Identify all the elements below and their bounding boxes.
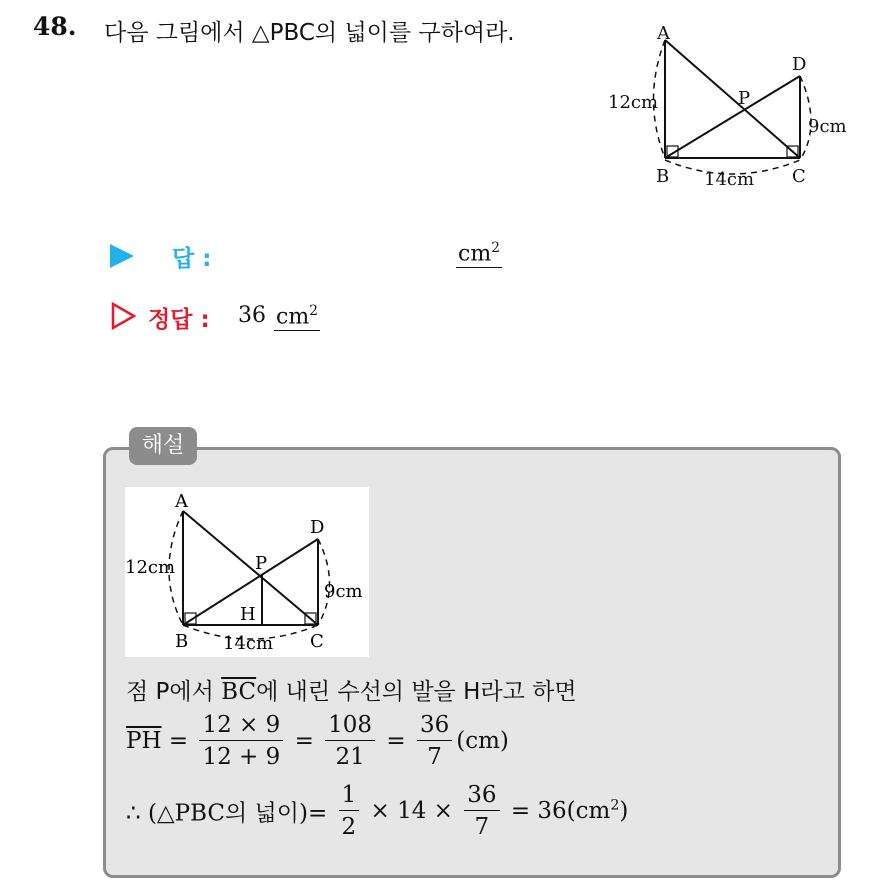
sol3-tail-text: = 36(cm [510,798,611,825]
sol3-frac1 [339,782,360,840]
correct-value: 36 [238,303,266,328]
answer-unit-exp: 2 [491,240,500,256]
sol3-tail-exp: 2 [610,797,620,814]
frac-denominator: 21 [335,744,365,770]
label-a: A [175,491,188,512]
len-cd: 9cm [324,581,363,602]
label-d: D [792,54,807,75]
len-bc: 14cm [223,633,274,654]
label-c: C [792,166,806,187]
question-text: 다음 그림에서 △PBC의 넓이를 구하여라. [104,20,515,46]
correct-arrow-icon [110,301,138,331]
sol2-eq2: = [294,728,314,754]
sol2-frac3 [417,712,452,770]
label-b: B [175,631,189,652]
sol1-segment: $\overline{BC}$ [221,679,257,705]
problem-figure [600,20,860,195]
label-p: P [255,553,268,574]
sol2-segment: $\overline{PH}$ [126,728,162,754]
len-cd: 9cm [808,116,847,137]
sol3-close: ) [619,798,629,825]
solution-line-3 [126,782,628,840]
solution-line-1 [126,673,577,706]
sol2-tail: (cm) [456,728,509,754]
sol1-part1: 점 P에서 [126,679,222,705]
correct-answer-row [110,299,610,335]
frac-denominator: 7 [474,814,490,840]
sol3-tail [511,798,629,824]
sol3-frac2 [464,782,499,840]
solution-tab: 해설 [129,427,197,465]
correct-unit-exp: 2 [309,303,318,319]
frac-numerator: 12 × 9 [199,712,283,741]
frac-denominator: 12 + 9 [202,744,281,770]
sol2-eq1: = [168,728,189,754]
frac-numerator: 36 [417,712,452,741]
label-b: B [656,166,670,187]
sol2-frac1 [199,712,283,770]
answer-row [108,238,608,274]
sol3-pre: ∴ (△PBC의 넓이)= [126,800,328,827]
question-number: 48. [33,12,77,41]
answer-unit-text: cm [458,241,492,267]
len-ab: 12cm [608,92,659,113]
sol2-frac2 [325,712,375,770]
sol3-mid: × 14 × [370,798,453,824]
frac-numerator: 108 [325,712,375,741]
sol1-part2: 에 내린 수선의 발을 H라고 하면 [256,679,577,705]
label-a: A [657,23,670,44]
sol2-eq3: = [386,728,406,754]
label-c: C [310,631,324,652]
solution-line-2 [126,712,509,770]
answer-unit [456,240,502,268]
correct-label: 정답 : [148,307,210,333]
answer-arrow-icon [110,244,134,268]
correct-unit [274,303,320,331]
label-h: H [240,604,256,625]
frac-numerator: 1 [339,782,360,811]
len-bc: 14cm [704,169,755,190]
label-d: D [310,517,325,538]
frac-numerator: 36 [464,782,499,811]
label-p: P [738,88,751,109]
frac-denominator: 7 [427,744,442,770]
solution-figure [125,487,369,657]
answer-label: 답 : [172,246,212,272]
seg-bd [665,76,800,158]
correct-unit-text: cm [276,304,310,330]
len-ab: 12cm [125,557,176,578]
seg-ac [665,40,800,158]
frac-denominator: 2 [341,814,357,840]
